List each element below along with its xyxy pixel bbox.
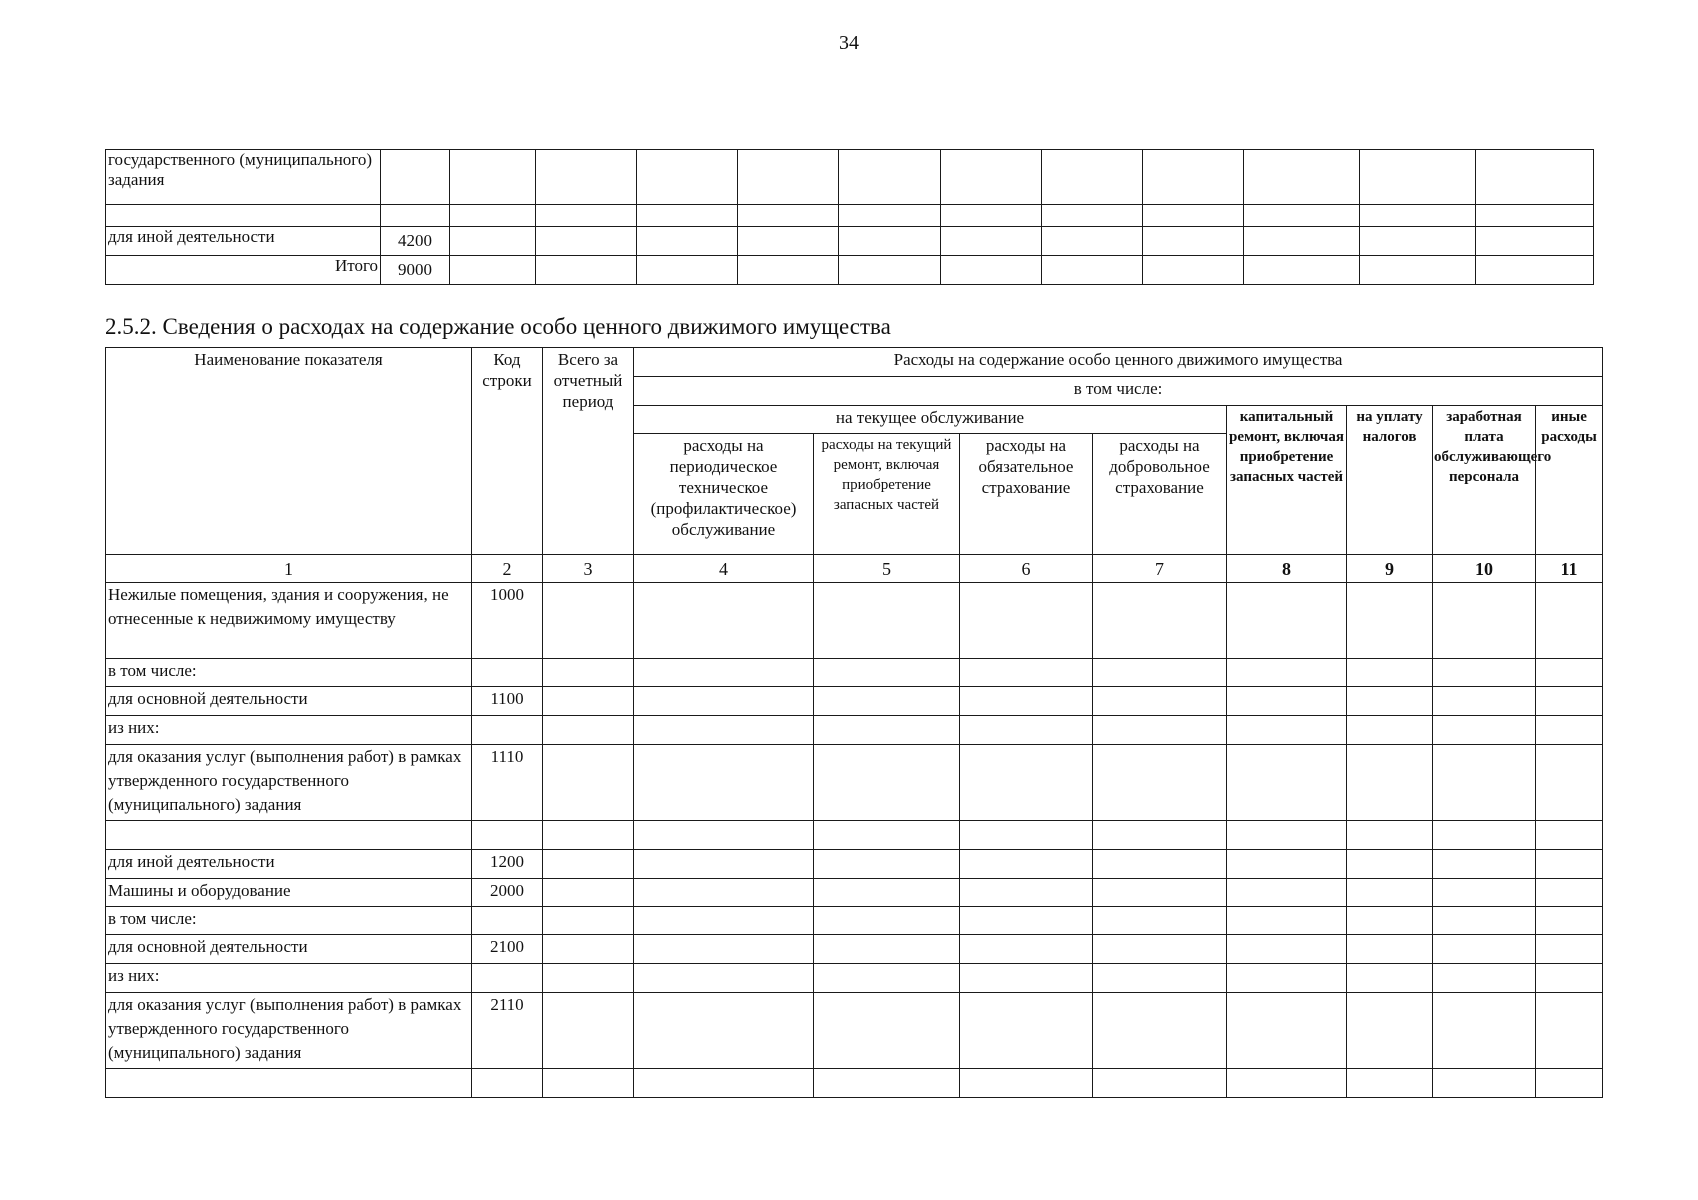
row-name-cell: для оказания услуг (выполнения работ) в рамках утвержденного государственного (муниципального) задания <box>106 993 472 1069</box>
column-number: 5 <box>814 555 960 583</box>
value-cell <box>543 964 634 993</box>
value-cell <box>814 850 960 879</box>
value-cell <box>960 821 1093 850</box>
value-cell <box>1433 583 1536 659</box>
value-cell <box>1347 821 1433 850</box>
value-cell <box>543 850 634 879</box>
value-cell <box>1347 964 1433 993</box>
value-cell <box>1244 256 1360 285</box>
value-cell <box>1536 964 1603 993</box>
row-name-cell: для основной деятельности <box>106 935 472 964</box>
value-cell <box>543 583 634 659</box>
value-cell <box>1360 227 1476 256</box>
value-cell <box>450 227 536 256</box>
row-code-cell <box>381 205 450 227</box>
value-cell <box>1244 205 1360 227</box>
value-cell <box>960 716 1093 745</box>
value-cell <box>1347 659 1433 687</box>
row-code-cell <box>472 1069 543 1098</box>
value-cell <box>1227 993 1347 1069</box>
row-code-cell: 4200 <box>381 227 450 256</box>
value-cell <box>1536 687 1603 716</box>
header-total: Всего за отчетный период <box>543 348 634 555</box>
row-code-cell: 1100 <box>472 687 543 716</box>
value-cell <box>450 256 536 285</box>
column-number: 10 <box>1433 555 1536 583</box>
column-number: 7 <box>1093 555 1227 583</box>
header-taxes: на уплату налогов <box>1347 406 1433 555</box>
value-cell <box>1433 1069 1536 1098</box>
value-cell <box>543 745 634 821</box>
value-cell <box>634 659 814 687</box>
value-cell <box>634 964 814 993</box>
value-cell <box>637 150 738 205</box>
header-expenses: Расходы на содержание особо ценного движимого имущества <box>634 348 1603 377</box>
row-code-cell <box>472 964 543 993</box>
row-code-cell: 9000 <box>381 256 450 285</box>
value-cell <box>941 256 1042 285</box>
value-cell <box>960 745 1093 821</box>
value-cell <box>1143 256 1244 285</box>
table-row <box>106 907 1603 935</box>
row-code-cell <box>472 907 543 935</box>
value-cell <box>543 935 634 964</box>
value-cell <box>637 205 738 227</box>
value-cell <box>543 1069 634 1098</box>
column-number: 9 <box>1347 555 1433 583</box>
row-name-cell: из них: <box>106 716 472 745</box>
value-cell <box>1093 821 1227 850</box>
value-cell <box>814 935 960 964</box>
value-cell <box>1093 907 1227 935</box>
value-cell <box>634 687 814 716</box>
value-cell <box>543 821 634 850</box>
value-cell <box>634 907 814 935</box>
value-cell <box>960 659 1093 687</box>
value-cell <box>536 150 637 205</box>
value-cell <box>839 205 941 227</box>
value-cell <box>637 256 738 285</box>
value-cell <box>1227 716 1347 745</box>
value-cell <box>960 850 1093 879</box>
value-cell <box>1227 659 1347 687</box>
value-cell <box>839 150 941 205</box>
table-row <box>106 879 1603 907</box>
value-cell <box>1093 583 1227 659</box>
row-code-cell: 2100 <box>472 935 543 964</box>
value-cell <box>1227 1069 1347 1098</box>
value-cell <box>814 687 960 716</box>
value-cell <box>1536 659 1603 687</box>
value-cell <box>814 659 960 687</box>
value-cell <box>941 205 1042 227</box>
table-row <box>106 850 1603 879</box>
value-cell <box>960 993 1093 1069</box>
value-cell <box>1476 256 1594 285</box>
header-periodic: расходы на периодическое техническое (профилактическое) обслуживание <box>634 434 814 555</box>
value-cell <box>1433 821 1536 850</box>
value-cell <box>1093 716 1227 745</box>
value-cell <box>1093 1069 1227 1098</box>
table-row <box>106 716 1603 745</box>
value-cell <box>960 907 1093 935</box>
valuable-property-expenses-table <box>105 347 1603 1098</box>
row-code-cell <box>381 150 450 205</box>
value-cell <box>1227 964 1347 993</box>
header-name: Наименование показателя <box>106 348 472 555</box>
table-row <box>106 993 1603 1069</box>
continued-expenses-table <box>105 149 1594 285</box>
value-cell <box>1347 745 1433 821</box>
row-code-cell: 2110 <box>472 993 543 1069</box>
header-current-repair: расходы на текущий ремонт, включая приобретение запасных частей <box>814 434 960 555</box>
row-name-cell: в том числе: <box>106 659 472 687</box>
value-cell <box>1042 150 1143 205</box>
row-name-cell: для оказания услуг (выполнения работ) в рамках утвержденного государственного (муниципального) задания <box>106 745 472 821</box>
value-cell <box>634 993 814 1069</box>
column-number: 6 <box>960 555 1093 583</box>
value-cell <box>1536 907 1603 935</box>
value-cell <box>1093 935 1227 964</box>
row-name-cell: для иной деятельности <box>106 850 472 879</box>
value-cell <box>1433 935 1536 964</box>
value-cell <box>1536 583 1603 659</box>
row-code-cell: 1000 <box>472 583 543 659</box>
table-row <box>106 745 1603 821</box>
value-cell <box>634 716 814 745</box>
value-cell <box>536 205 637 227</box>
value-cell <box>814 993 960 1069</box>
header-current-service: на текущее обслуживание <box>634 406 1227 434</box>
value-cell <box>814 716 960 745</box>
value-cell <box>634 879 814 907</box>
value-cell <box>543 879 634 907</box>
value-cell <box>1476 227 1594 256</box>
value-cell <box>634 745 814 821</box>
value-cell <box>1042 256 1143 285</box>
value-cell <box>941 227 1042 256</box>
value-cell <box>1227 687 1347 716</box>
value-cell <box>543 659 634 687</box>
value-cell <box>634 583 814 659</box>
value-cell <box>814 964 960 993</box>
table-row <box>106 821 1603 850</box>
value-cell <box>960 935 1093 964</box>
value-cell <box>1093 964 1227 993</box>
value-cell <box>1227 850 1347 879</box>
column-number: 3 <box>543 555 634 583</box>
value-cell <box>1536 745 1603 821</box>
value-cell <box>1143 205 1244 227</box>
header-including: в том числе: <box>634 377 1603 406</box>
row-code-cell: 1200 <box>472 850 543 879</box>
value-cell <box>738 227 839 256</box>
row-name-cell: государственного (муниципального) задания <box>106 150 381 205</box>
value-cell <box>1476 150 1594 205</box>
value-cell <box>960 687 1093 716</box>
value-cell <box>543 993 634 1069</box>
value-cell <box>1536 821 1603 850</box>
row-code-cell <box>472 821 543 850</box>
value-cell <box>1227 821 1347 850</box>
value-cell <box>1227 879 1347 907</box>
value-cell <box>1244 150 1360 205</box>
value-cell <box>1536 879 1603 907</box>
value-cell <box>1433 907 1536 935</box>
value-cell <box>1347 935 1433 964</box>
value-cell <box>814 1069 960 1098</box>
value-cell <box>1476 205 1594 227</box>
value-cell <box>814 907 960 935</box>
row-code-cell <box>472 659 543 687</box>
top-table-row <box>106 150 1594 205</box>
page-number: 34 <box>839 32 859 54</box>
value-cell <box>450 205 536 227</box>
value-cell <box>839 227 941 256</box>
value-cell <box>1042 227 1143 256</box>
row-code-cell <box>472 716 543 745</box>
section-title: 2.5.2. Сведения о расходах на содержание особо ценного движимого имущества <box>105 314 891 339</box>
table-row <box>106 583 1603 659</box>
row-name-cell: для иной деятельности <box>106 227 381 256</box>
value-cell <box>543 687 634 716</box>
value-cell <box>1433 993 1536 1069</box>
value-cell <box>634 821 814 850</box>
value-cell <box>941 150 1042 205</box>
value-cell <box>738 205 839 227</box>
top-table-row <box>106 256 1594 285</box>
value-cell <box>1433 716 1536 745</box>
value-cell <box>1536 850 1603 879</box>
value-cell <box>1093 993 1227 1069</box>
value-cell <box>839 256 941 285</box>
value-cell <box>1536 935 1603 964</box>
value-cell <box>1227 907 1347 935</box>
value-cell <box>1244 227 1360 256</box>
value-cell <box>1042 205 1143 227</box>
value-cell <box>1347 850 1433 879</box>
column-number: 1 <box>106 555 472 583</box>
value-cell <box>1143 227 1244 256</box>
row-name-cell: Машины и оборудование <box>106 879 472 907</box>
value-cell <box>738 256 839 285</box>
value-cell <box>1093 879 1227 907</box>
top-table-row <box>106 205 1594 227</box>
value-cell <box>960 964 1093 993</box>
value-cell <box>1536 716 1603 745</box>
value-cell <box>1347 583 1433 659</box>
value-cell <box>1360 150 1476 205</box>
header-capital-repair: капитальный ремонт, включая приобретение запасных частей <box>1227 406 1347 555</box>
row-name-cell <box>106 821 472 850</box>
row-name-cell <box>106 205 381 227</box>
column-number: 4 <box>634 555 814 583</box>
table-row <box>106 659 1603 687</box>
row-name-cell: Итого <box>106 256 381 285</box>
header-mandatory-insurance: расходы на обязательное страхование <box>960 434 1093 555</box>
top-table-row <box>106 227 1594 256</box>
header-code: Код строки <box>472 348 543 555</box>
value-cell <box>1227 935 1347 964</box>
header-voluntary-insurance: расходы на добровольное страхование <box>1093 434 1227 555</box>
row-code-cell: 2000 <box>472 879 543 907</box>
row-name-cell: из них: <box>106 964 472 993</box>
table-row <box>106 935 1603 964</box>
value-cell <box>1093 850 1227 879</box>
value-cell <box>1360 205 1476 227</box>
value-cell <box>536 227 637 256</box>
column-number: 2 <box>472 555 543 583</box>
value-cell <box>1227 745 1347 821</box>
value-cell <box>814 583 960 659</box>
value-cell <box>543 907 634 935</box>
row-code-cell: 1110 <box>472 745 543 821</box>
value-cell <box>1347 907 1433 935</box>
value-cell <box>814 821 960 850</box>
value-cell <box>814 879 960 907</box>
table-row <box>106 1069 1603 1098</box>
table-row <box>106 964 1603 993</box>
value-cell <box>1347 687 1433 716</box>
value-cell <box>450 150 536 205</box>
row-name-cell: для основной деятельности <box>106 687 472 716</box>
value-cell <box>1143 150 1244 205</box>
table-row <box>106 687 1603 716</box>
value-cell <box>738 150 839 205</box>
value-cell <box>1536 993 1603 1069</box>
value-cell <box>960 879 1093 907</box>
header-other: иные расходы <box>1536 406 1603 555</box>
value-cell <box>1433 745 1536 821</box>
value-cell <box>1347 993 1433 1069</box>
value-cell <box>960 583 1093 659</box>
value-cell <box>1433 659 1536 687</box>
value-cell <box>1433 687 1536 716</box>
value-cell <box>1093 745 1227 821</box>
value-cell <box>1093 687 1227 716</box>
row-name-cell: в том числе: <box>106 907 472 935</box>
value-cell <box>1347 879 1433 907</box>
value-cell <box>1093 659 1227 687</box>
value-cell <box>634 1069 814 1098</box>
value-cell <box>1360 256 1476 285</box>
value-cell <box>536 256 637 285</box>
value-cell <box>1433 879 1536 907</box>
value-cell <box>1227 583 1347 659</box>
row-name-cell: Нежилые помещения, здания и сооружения, не отнесенные к недвижимому имуществу <box>106 583 472 659</box>
value-cell <box>960 1069 1093 1098</box>
value-cell <box>634 935 814 964</box>
value-cell <box>634 850 814 879</box>
column-number: 8 <box>1227 555 1347 583</box>
value-cell <box>1433 850 1536 879</box>
value-cell <box>814 745 960 821</box>
value-cell <box>1347 716 1433 745</box>
value-cell <box>1347 1069 1433 1098</box>
row-name-cell <box>106 1069 472 1098</box>
value-cell <box>637 227 738 256</box>
header-salary: заработная плата обслуживающего персонала <box>1433 406 1536 555</box>
value-cell <box>543 716 634 745</box>
value-cell <box>1433 964 1536 993</box>
value-cell <box>1536 1069 1603 1098</box>
column-number: 11 <box>1536 555 1603 583</box>
